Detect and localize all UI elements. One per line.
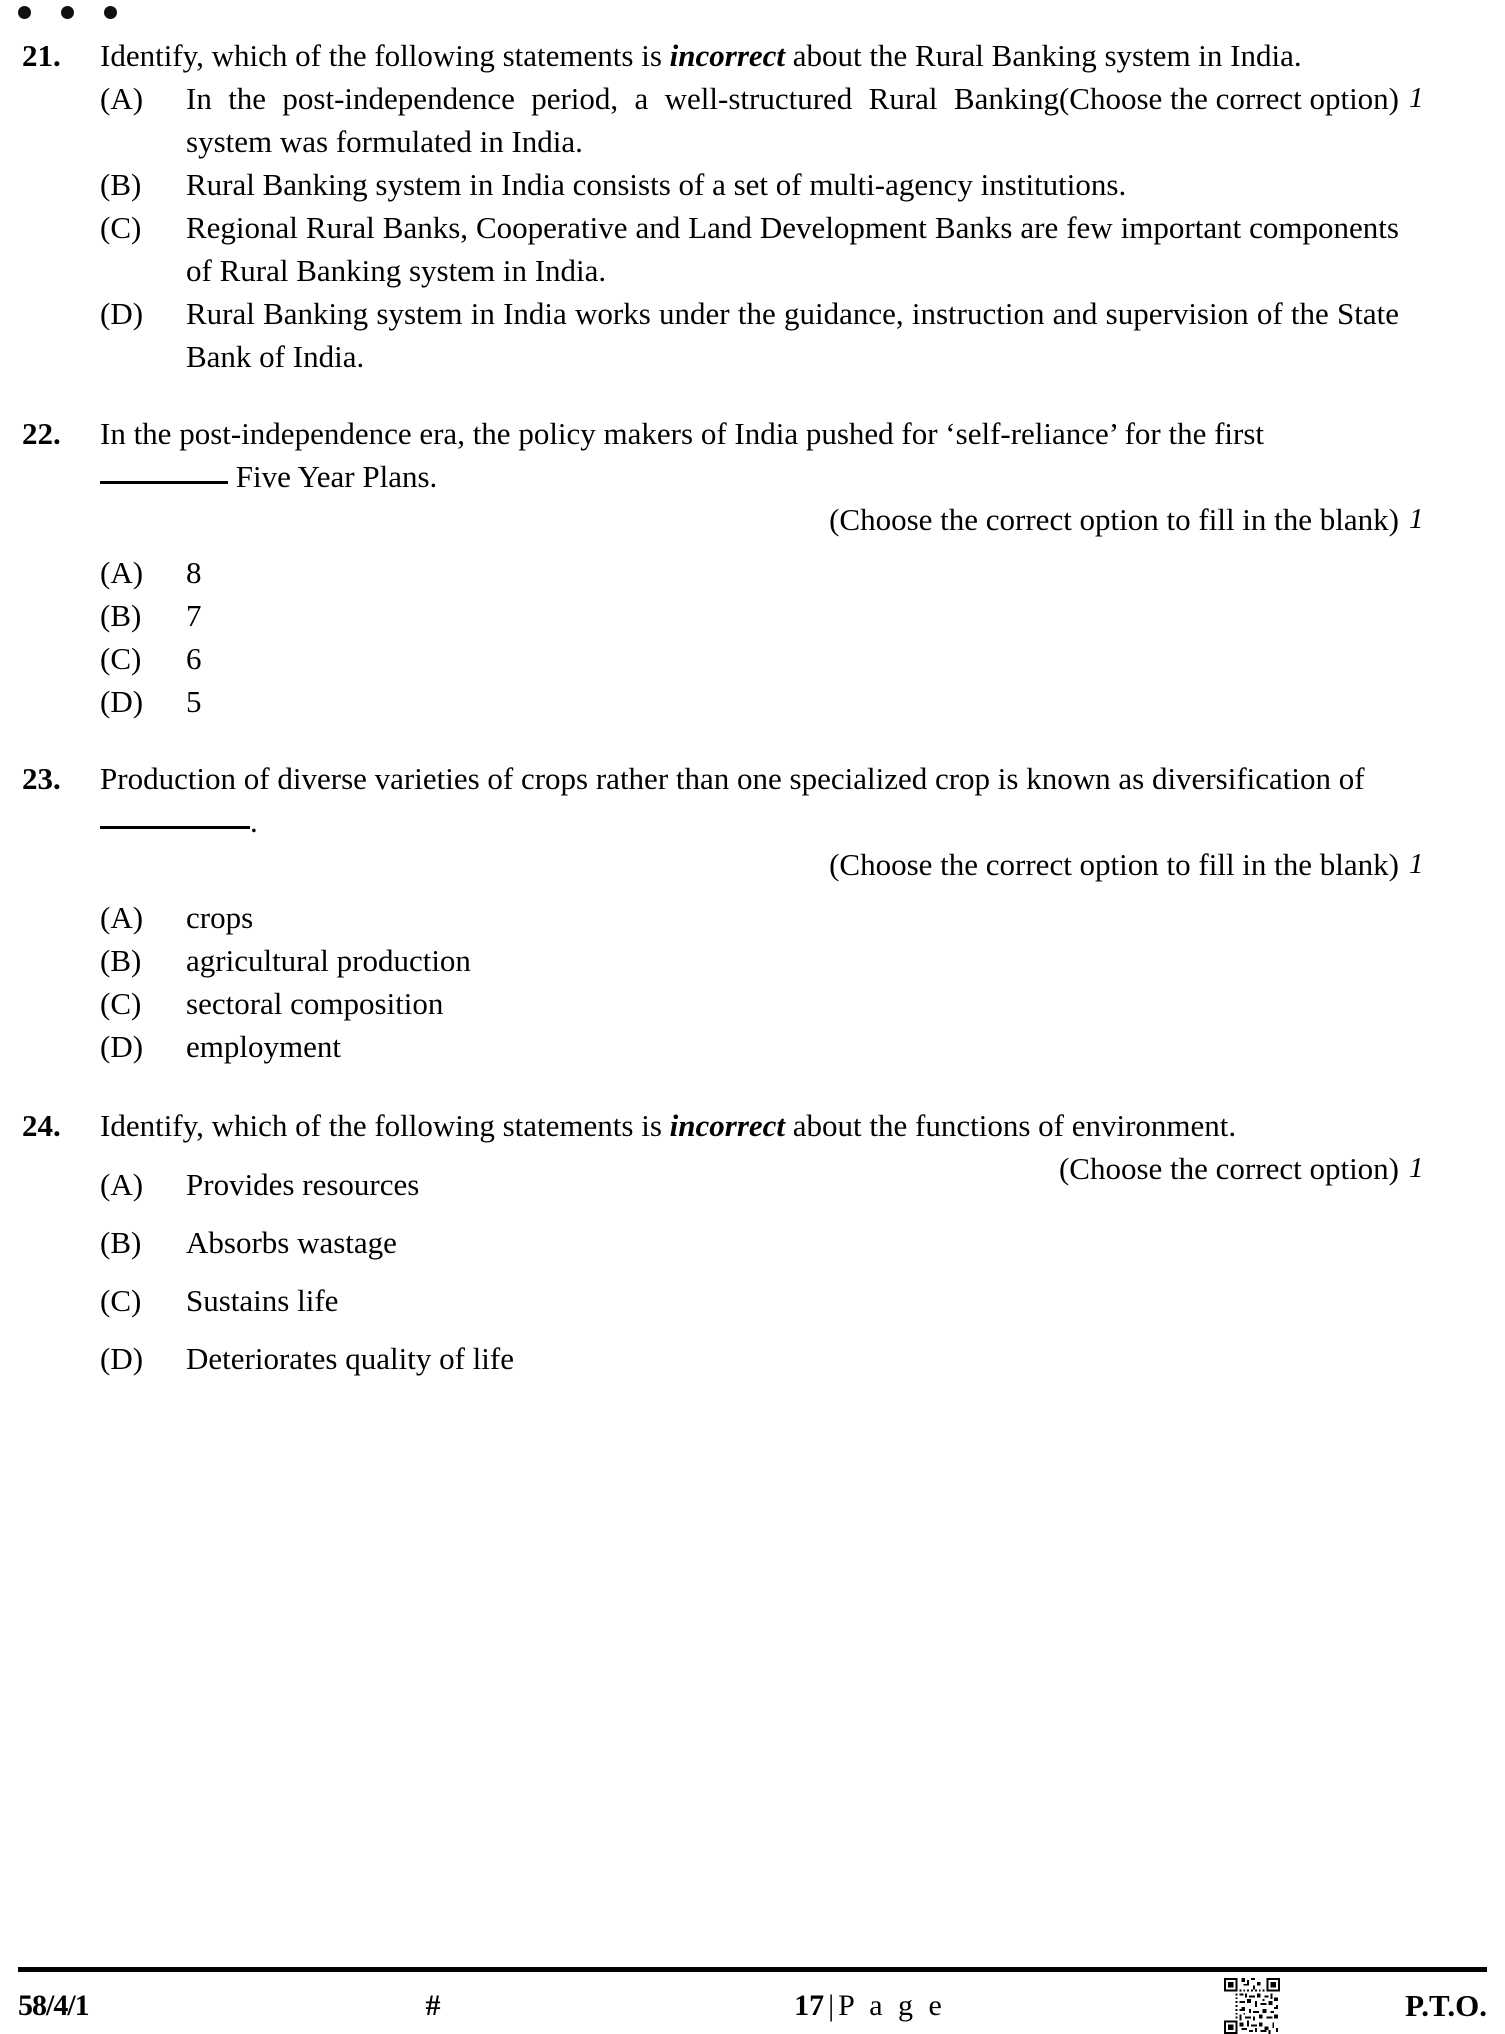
question-21-stem-part2: about the Rural Banking system in India. xyxy=(785,38,1302,73)
qr-code-icon xyxy=(1192,1978,1312,2034)
question-21-marks: 1 xyxy=(1409,82,1424,114)
option-text: Provides resources xyxy=(186,1167,420,1202)
question-23-instruction: (Choose the correct option to fill in the blank) xyxy=(829,847,1399,882)
question-22-marks: 1 xyxy=(1409,503,1424,535)
question-22-stem-part1: In the post-independence era, the policy makers of India pushed for ‘self-reliance’ for the first xyxy=(100,416,1265,451)
question-22-instruction: (Choose the correct option to fill in the blank) xyxy=(829,502,1399,537)
option-row[interactable] xyxy=(100,1279,1399,1322)
option-row[interactable] xyxy=(100,1337,1399,1380)
question-21-head xyxy=(22,34,1479,116)
question-22-options xyxy=(100,551,1399,723)
option-text: Sustains life xyxy=(186,1283,339,1318)
option-row[interactable] xyxy=(100,206,1399,292)
question-23-head xyxy=(22,757,1479,886)
pto-label: P.T.O. xyxy=(1405,1988,1487,2023)
paper-code: 58/4/1 xyxy=(18,1989,89,2022)
question-21-options xyxy=(100,77,1399,378)
hash-marker: # xyxy=(425,1989,441,2022)
question-block-23 xyxy=(22,757,1479,1068)
question-24-options xyxy=(100,1163,1399,1380)
option-tag: (A) xyxy=(100,555,144,590)
option-tag: (C) xyxy=(100,986,142,1021)
option-text: Regional Rural Banks, Cooperative and Land Development Banks are few important components of Rural Banking system in India. xyxy=(186,210,1399,288)
question-22-stem-part2: Five Year Plans. xyxy=(228,459,438,494)
question-23-marks: 1 xyxy=(1409,848,1424,880)
option-tag: (C) xyxy=(100,641,142,676)
option-row[interactable] xyxy=(100,1025,1399,1068)
option-text: 7 xyxy=(186,598,202,633)
question-24-marks: 1 xyxy=(1409,1152,1424,1184)
question-21-emphasis: incorrect xyxy=(669,38,786,73)
option-row[interactable] xyxy=(100,896,1399,939)
option-text: sectoral composition xyxy=(186,986,444,1021)
option-tag: (D) xyxy=(100,1341,144,1376)
qr-code-svg xyxy=(1224,1978,1280,2034)
option-row[interactable] xyxy=(100,77,1399,163)
option-tag: (B) xyxy=(100,167,142,202)
question-23-stem-part1: Production of diverse varieties of crops rather than one specialized crop is known as diversification of xyxy=(100,761,1365,796)
option-text: employment xyxy=(186,1029,341,1064)
option-tag: (C) xyxy=(100,1283,142,1318)
option-text: Rural Banking system in India consists of a set of multi-agency institutions. xyxy=(186,167,1127,202)
option-row[interactable] xyxy=(100,1163,1399,1206)
question-24-instruction: (Choose the correct option) xyxy=(1058,1151,1399,1186)
option-tag: (D) xyxy=(100,1029,144,1064)
fill-in-blank[interactable] xyxy=(100,481,228,484)
option-text: Deteriorates quality of life xyxy=(186,1341,514,1376)
option-row[interactable] xyxy=(100,680,1399,723)
dot-icon xyxy=(104,6,117,19)
option-row[interactable] xyxy=(100,551,1399,594)
option-tag: (D) xyxy=(100,296,144,331)
option-tag: (B) xyxy=(100,598,142,633)
dot-icon xyxy=(61,6,74,19)
option-tag: (A) xyxy=(100,900,144,935)
option-text: 8 xyxy=(186,555,202,590)
option-tag: (C) xyxy=(100,210,142,245)
questions-container xyxy=(0,34,1505,1394)
option-tag: (D) xyxy=(100,684,144,719)
question-22-head xyxy=(22,412,1479,541)
option-text: crops xyxy=(186,900,254,935)
question-23-number: 23. xyxy=(22,761,61,796)
option-text: agricultural production xyxy=(186,943,471,978)
option-tag: (A) xyxy=(100,81,144,116)
question-block-24 xyxy=(22,1104,1479,1380)
option-row[interactable] xyxy=(100,1221,1399,1264)
top-dots-marker xyxy=(18,6,117,19)
page-separator: | xyxy=(828,1989,835,2022)
dot-icon xyxy=(18,6,31,19)
question-23-stem-part2: . xyxy=(250,804,258,839)
question-23-instruction-row xyxy=(100,843,1399,886)
option-text: 6 xyxy=(186,641,202,676)
option-text: Absorbs wastage xyxy=(186,1225,397,1260)
fill-in-blank[interactable] xyxy=(100,826,250,829)
option-text: Rural Banking system in India works under the guidance, instruction and supervision of the State Bank of India. xyxy=(186,296,1399,374)
option-tag: (A) xyxy=(100,1167,144,1202)
question-21-instruction: (Choose the correct option) xyxy=(1058,81,1399,116)
option-row[interactable] xyxy=(100,594,1399,637)
question-24-stem-part2: about the functions of environment. xyxy=(785,1108,1237,1143)
question-24-emphasis: incorrect xyxy=(669,1108,786,1143)
question-22-text xyxy=(100,412,1399,541)
footer-divider xyxy=(18,1967,1487,1972)
option-row[interactable] xyxy=(100,939,1399,982)
option-row[interactable] xyxy=(100,637,1399,680)
option-text: 5 xyxy=(186,684,202,719)
question-24-stem-part1: Identify, which of the following statements is xyxy=(100,1108,670,1143)
question-21-text xyxy=(100,34,1399,116)
option-row[interactable] xyxy=(100,982,1399,1025)
question-23-text xyxy=(100,757,1399,886)
page-number: 17 xyxy=(794,1989,825,2022)
page-indicator xyxy=(548,1989,1192,2023)
page-label: P a g e xyxy=(838,1989,946,2022)
question-block-21 xyxy=(22,34,1479,378)
option-row[interactable] xyxy=(100,292,1399,378)
option-tag: (B) xyxy=(100,943,142,978)
question-21-stem-part1: Identify, which of the following statements is xyxy=(100,38,670,73)
page-footer xyxy=(18,1980,1487,2032)
option-tag: (B) xyxy=(100,1225,142,1260)
question-24-number: 24. xyxy=(22,1108,61,1143)
option-text: In the post-independence period, a well-structured Rural Banking system was formulated in India. xyxy=(186,81,1059,159)
question-22-instruction-row xyxy=(100,498,1399,541)
question-21-number: 21. xyxy=(22,38,61,73)
question-23-options xyxy=(100,896,1399,1068)
option-row[interactable] xyxy=(100,163,1399,206)
question-block-22 xyxy=(22,412,1479,723)
question-22-number: 22. xyxy=(22,416,61,451)
